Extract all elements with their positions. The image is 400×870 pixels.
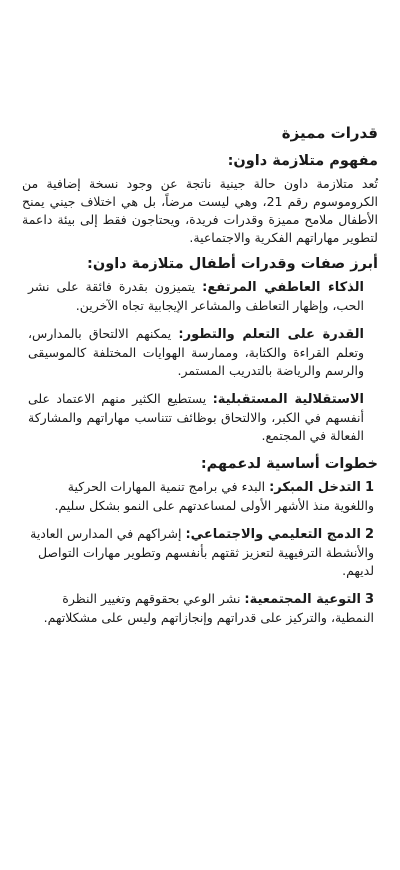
concept-heading: مفهوم متلازمة داون: [227, 153, 378, 169]
traits-heading: أبرز صفات وقدرات أطفال متلازمة داون: [87, 256, 378, 272]
trait-text: يتميزون بقدرة فائقة على نشر الحب، وإظهار التعاطف والمشاعر الإيجابية تجاه الآخرين. [28, 279, 364, 313]
step-item [22, 590, 378, 627]
step-number: 3 [364, 592, 374, 607]
trait-item [22, 325, 378, 380]
step-label: الدمج التعليمي والاجتماعي: [185, 527, 361, 542]
step-number: 2 [364, 527, 374, 542]
step-text: نشر الوعي بحقوقهم وتغيير النظرة النمطية، والتركيز على قدراتهم وإنجازاتهم وليس على مشكلاتهم. [43, 591, 374, 625]
trait-item [22, 390, 378, 445]
trait-text: يستطيع الكثير منهم الاعتماد على أنفسهم في الكبر، والالتحاق بوظائف تتناسب مهاراتهم والمشاركة الفعالة في المجتمع. [28, 391, 364, 443]
trait-text: يمكنهم الالتحاق بالمدارس، وتعلم القراءة والكتابة، وممارسة الهوايات المختلفة كالموسيقى والرسم والرياضة بالتدريب المستمر. [28, 326, 364, 378]
page-title: قدرات مميزة [281, 124, 378, 142]
step-text: إشراكهم في المدارس العادية والأنشطة الترفيهية لتعزيز ثقتهم بأنفسهم وتطوير مهارات التواصل لديهم. [30, 526, 374, 578]
concept-paragraph: تُعد متلازمة داون حالة جينية ناتجة عن وجود نسخة إضافية من الكروموسوم رقم 21، وهي ليست مرضاً، بل هي اختلاف جيني يمنح الأطفال ملامح مميزة وقدرات فريدة، ويحتاجون فقط إلى بيئة داعمة لتطوير مهاراتهم الفكرية والاجتماعية. [22, 176, 378, 245]
concept-section [22, 152, 378, 247]
trait-label: القدرة على التعلم والتطور: [178, 327, 364, 342]
trait-item [22, 278, 378, 315]
step-number: 1 [364, 480, 374, 495]
step-item [22, 478, 378, 515]
steps-heading: خطوات أساسية لدعمهم: [200, 456, 378, 472]
step-text: البدء في برامج تنمية المهارات الحركية واللغوية منذ الأشهر الأولى لمساعدتهم على النمو بشكل سليم. [54, 479, 374, 513]
step-label: التدخل المبكر: [269, 480, 361, 495]
traits-section [22, 255, 378, 445]
trait-label: الاستقلالية المستقبلية: [212, 392, 364, 407]
step-item [22, 525, 378, 580]
steps-section [22, 455, 378, 627]
step-label: التوعية المجتمعية: [244, 592, 361, 607]
trait-label: الذكاء العاطفي المرتفع: [202, 280, 364, 295]
